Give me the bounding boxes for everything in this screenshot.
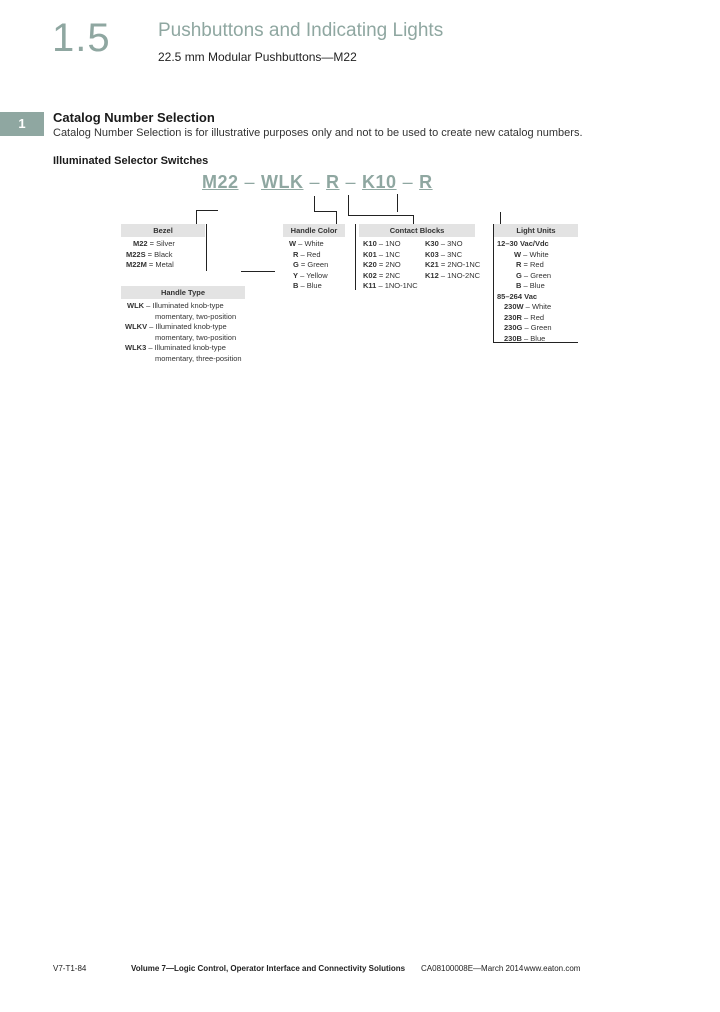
light-unit-row: 230R – Red <box>504 312 545 322</box>
handle-type-row: momentary, two-position <box>155 332 237 342</box>
light-unit-row: 230W – White <box>504 302 552 311</box>
handle-color-row: G = Green <box>293 260 329 269</box>
subheading: Illuminated Selector Switches <box>53 155 209 167</box>
bezel-row: M22S = Black <box>126 249 173 259</box>
handle-color-row: Y – Yellow <box>293 270 328 280</box>
handle-type-row: WLKV – Illuminated knob-type <box>125 322 227 331</box>
handle-type-table <box>121 286 245 364</box>
connector-line <box>196 210 218 211</box>
light-unit-row: G – Green <box>516 270 552 280</box>
contact-block-row: K21 = 2NO-1NC <box>425 260 481 269</box>
catno-dash: – <box>309 172 321 192</box>
contact-blocks-table <box>359 224 481 292</box>
bezel-row: M22M = Metal <box>126 260 174 269</box>
catno-contact-block: K10 <box>362 172 397 192</box>
footer-website[interactable]: www.eaton.com <box>524 964 581 973</box>
contact-block-row: K20 = 2NO <box>363 260 401 269</box>
connector-line <box>206 224 207 271</box>
light-unit-row: 230G – Green <box>504 323 552 332</box>
bezel-header: Bezel <box>121 224 205 237</box>
connector-line <box>413 215 414 224</box>
catalog-heading: Catalog Number Selection <box>53 110 215 125</box>
connector-line <box>355 224 356 290</box>
bezel-table <box>121 224 205 271</box>
handle-color-row: B – Blue <box>293 281 322 290</box>
light-units-group: 85–264 Vac <box>497 291 538 301</box>
section-number: 1.5 <box>52 16 111 60</box>
connector-line <box>336 211 337 224</box>
connector-line <box>241 271 275 272</box>
catno-dash: – <box>244 172 256 192</box>
catno-light-unit: R <box>419 172 433 192</box>
footer-volume: Volume 7—Logic Control, Operator Interface and Connectivity Solutions <box>131 964 406 973</box>
footer-catalog: CA08100008E—March 2014 <box>421 964 524 973</box>
catno-dash: – <box>402 172 414 192</box>
contact-blocks-header: Contact Blocks <box>359 224 475 237</box>
contact-block-row: K02 = 2NC <box>363 270 401 280</box>
light-units-group: 12–30 Vac/Vdc <box>497 239 549 248</box>
connector-line <box>500 212 501 224</box>
connector-line <box>397 194 398 212</box>
contact-block-row: K03 – 3NC <box>425 249 463 259</box>
catno-dash: – <box>345 172 357 192</box>
connector-line <box>196 210 197 224</box>
handle-color-row: R – Red <box>293 249 321 259</box>
connector-line <box>348 195 349 215</box>
contact-block-row: K12 – 1NO-2NC <box>425 270 481 280</box>
connector-line <box>314 211 336 212</box>
handle-type-header: Handle Type <box>121 286 245 299</box>
light-units-header: Light Units <box>494 224 578 237</box>
connector-line <box>348 215 413 216</box>
handle-color-row: W – White <box>289 239 324 248</box>
handle-type-row: momentary, two-position <box>155 311 237 321</box>
contact-block-row: K01 – 1NC <box>363 249 401 259</box>
handle-color-table <box>283 224 345 292</box>
light-unit-row: W – White <box>514 249 549 259</box>
catno-handle-color: R <box>326 172 340 192</box>
handle-type-row: WLK3 – Illuminated knob-type <box>125 343 226 352</box>
section-title: Pushbuttons and Indicating Lights <box>158 20 444 41</box>
handle-type-row: momentary, three-position <box>155 353 242 363</box>
section-subtitle: 22.5 mm Modular Pushbuttons—M22 <box>158 50 357 64</box>
handle-type-row: WLK – Illuminated knob-type <box>127 301 224 310</box>
footer-page-number: V7-T1-84 <box>53 964 87 973</box>
light-unit-row: 230B – Blue <box>504 333 546 343</box>
catno-bezel: M22 <box>202 172 239 192</box>
bezel-row: M22 = Silver <box>133 239 175 248</box>
intro-text: Catalog Number Selection is for illustrative purposes only and not to be used to create new catalog numbers. <box>53 127 583 139</box>
contact-block-row: K11 – 1NO-1NC <box>363 281 418 290</box>
chapter-tab[interactable]: 1 <box>0 112 44 136</box>
light-unit-row: B – Blue <box>516 281 545 290</box>
handle-color-header: Handle Color <box>283 224 345 237</box>
light-units-table <box>494 224 578 344</box>
light-unit-row: R = Red <box>516 260 544 269</box>
catalog-number <box>202 172 433 193</box>
catno-handle-type: WLK <box>261 172 304 192</box>
contact-block-row: K30 – 3NO <box>425 239 463 248</box>
connector-line <box>314 196 315 212</box>
contact-block-row: K10 – 1NO <box>363 239 401 248</box>
